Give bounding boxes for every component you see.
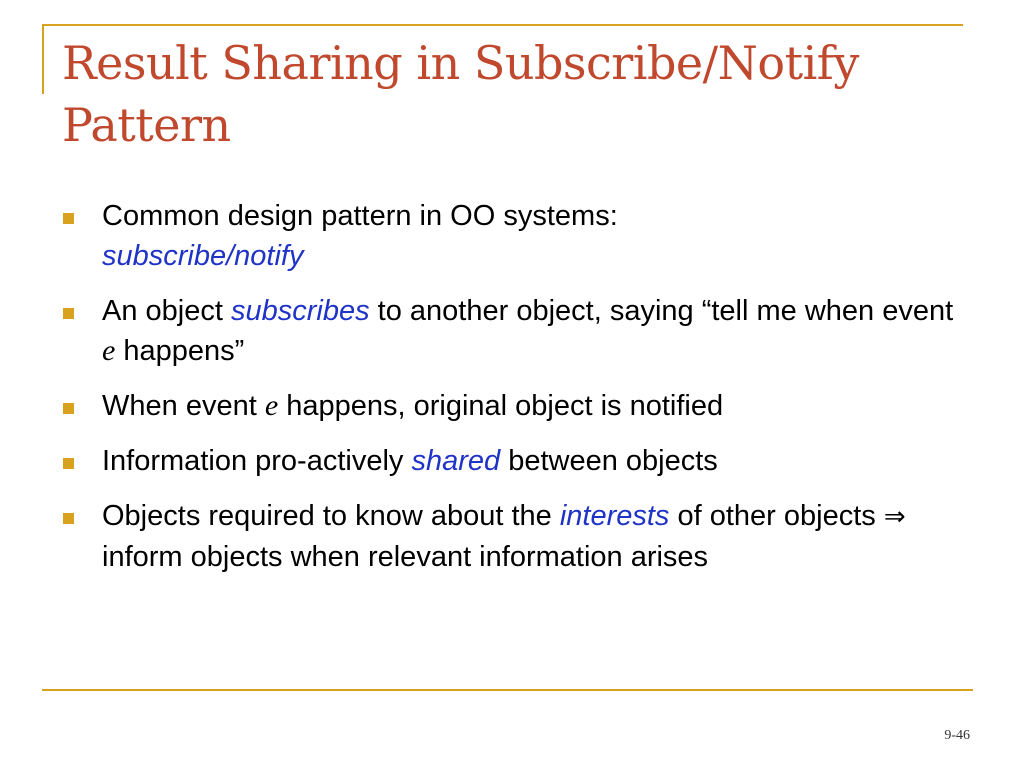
bullet-5-emphasis: interests [559, 500, 670, 532]
bullet-item-2 [60, 291, 970, 371]
bullet-4-text-end: between objects [500, 445, 718, 477]
bullet-3-text-start: When event [102, 390, 265, 422]
square-bullet-icon [63, 213, 74, 224]
bullet-5-text-middle: of other objects [669, 500, 884, 532]
bullet-1-text: Common design pattern in OO systems: [102, 200, 618, 232]
bullet-item-4 [60, 441, 970, 481]
bullet-4-emphasis: shared [411, 445, 501, 477]
title-frame-top-rule [42, 24, 963, 26]
bullet-3-variable: e [264, 389, 279, 422]
slide-title-line-1: Result Sharing in Subscribe/Notify [62, 36, 859, 90]
square-bullet-icon [63, 308, 74, 319]
bullet-item-1 [60, 196, 970, 276]
bullet-2-variable: e [102, 334, 116, 367]
bullet-3-text-end: happens, original object is notified [278, 390, 724, 422]
title-frame-left-rule [42, 24, 44, 94]
bullet-item-3 [60, 386, 970, 426]
bullet-5-text-end: inform objects when relevant information arises [102, 541, 709, 573]
slide-title-line-2: Pattern [62, 98, 231, 152]
square-bullet-icon [63, 458, 74, 469]
footer-rule [42, 689, 973, 691]
bullet-2-text-middle: to another object, saying “tell me when event [369, 295, 954, 327]
bullet-5-text-start: Objects required to know about the [102, 500, 560, 532]
bullet-4-text-start: Information pro-actively [102, 445, 412, 477]
bullet-item-5 [60, 496, 970, 577]
bullet-1-emphasis: subscribe/notify [102, 240, 304, 272]
square-bullet-icon [63, 513, 74, 524]
bullet-2-text-start: An object [102, 295, 231, 327]
square-bullet-icon [63, 403, 74, 414]
bullet-list [60, 196, 970, 592]
bullet-2-text-end: happens” [115, 335, 245, 367]
implies-arrow-icon: ⇒ [883, 502, 906, 532]
slide-number: 9-46 [944, 728, 970, 743]
slide-title [62, 32, 962, 156]
bullet-2-emphasis: subscribes [230, 295, 370, 327]
